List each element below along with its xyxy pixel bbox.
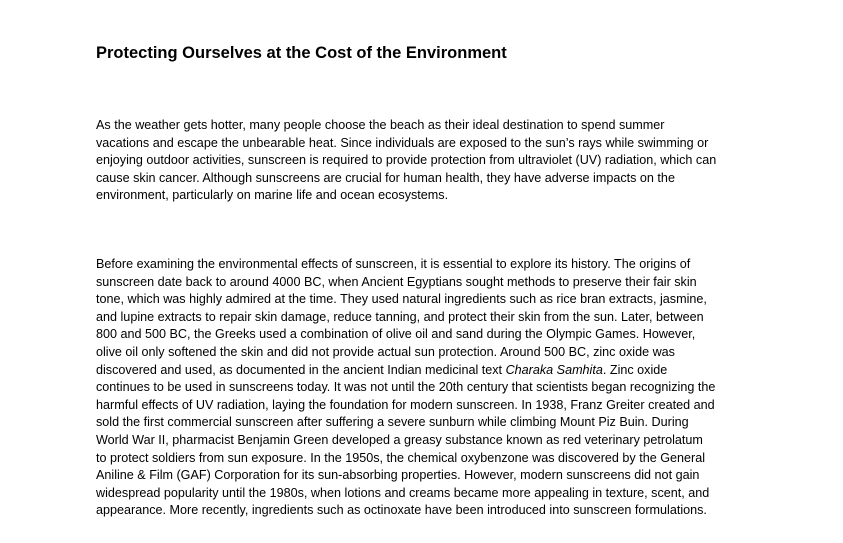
paragraph-line: cause skin cancer. Although sunscreens are crucial for human health, they have adverse impacts on the — [96, 170, 675, 185]
document-title: Protecting Ourselves at the Cost of the Environment — [96, 44, 507, 62]
paragraph-line: vacations and escape the unbearable heat. Since individuals are exposed to the sun’s rays while swimming or — [96, 135, 709, 150]
paragraph-line: World War II, pharmacist Benjamin Green developed a greasy substance known as red veterinary petrolatum — [96, 432, 703, 447]
line-text: . Zinc oxide — [602, 362, 668, 377]
paragraph-line: enjoying outdoor activities, sunscreen is required to provide protection from ultraviolet (UV) radiation, which can — [96, 153, 717, 168]
line-text: discovered and used, as documented in the ancient Indian medicinal text — [96, 362, 506, 377]
paragraph-line: harmful effects of UV radiation, laying the foundation for modern sunscreen. In 1938, Franz Greiter created and — [96, 397, 715, 412]
paragraph-line: 800 and 500 BC, the Greeks used a combination of olive oil and sand during the Olympic Games. However, — [96, 327, 696, 342]
paragraph-line: Before examining the environmental effects of sunscreen, it is essential to explore its history. The origins of — [96, 257, 691, 271]
paragraph-line: continues to be used in sunscreens today. It was not until the 20th century that scientists began recognizing the — [96, 380, 716, 395]
paragraph-line: olive oil only softened the skin and did not provide actual sun protection. Around 500 BC, zinc oxide was — [96, 344, 675, 359]
paragraph-line: appearance. More recently, ingredients such as octinoxate have been introduced into sunscreen formulations. — [96, 503, 707, 518]
paragraph-line: to protect soldiers from sun exposure. In the 1950s, the chemical oxybenzone was discovered by the General — [96, 450, 706, 465]
paragraph-intro — [96, 117, 756, 205]
paragraph-line: environment, particularly on marine life and ocean ecosystems. — [96, 188, 449, 203]
paragraph-line: and lupine extracts to repair skin damage, reduce tanning, and protect their skin from the sun. Later, between — [96, 309, 704, 324]
paragraph-line: Aniline & Film (GAF) Corporation for its sun-absorbing properties. However, modern sunscreens did not gain — [96, 468, 700, 483]
paragraph-line-with-citation — [96, 362, 756, 380]
paragraph-line: tone, which was highly admired at the time. They used natural ingredients such as rice bran extracts, jasmine, — [96, 292, 707, 307]
paragraph-line: As the weather gets hotter, many people choose the beach as their ideal destination to spend summer — [96, 118, 665, 132]
paragraph-line: sold the first commercial sunscreen after suffering a severe sunburn while climbing Mount Piz Buin. During — [96, 415, 689, 430]
paragraph-line: sunscreen date back to around 4000 BC, when Ancient Egyptians sought methods to preserve their fair skin — [96, 274, 697, 289]
paragraph-line: widespread popularity until the 1980s, when lotions and creams became more appealing in texture, scent, and — [96, 485, 710, 500]
cited-text-title: Charaka Samhita — [505, 362, 603, 377]
paragraph-history — [96, 256, 756, 520]
